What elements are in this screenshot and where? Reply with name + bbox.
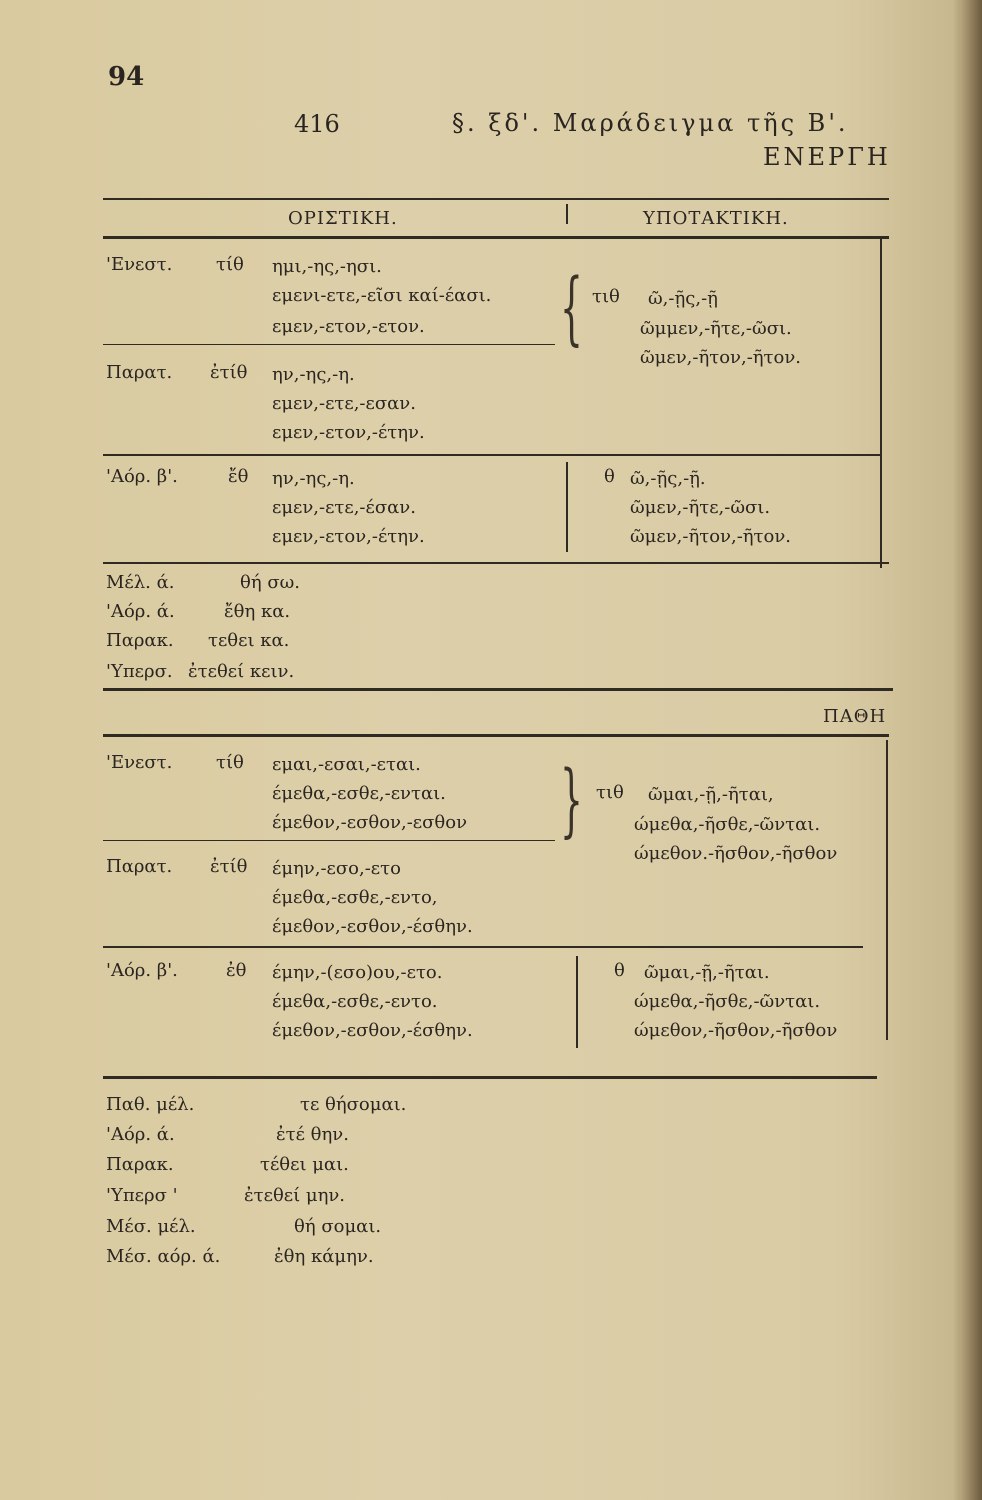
passive-other-label: 'Υπερσ ' <box>106 1185 178 1206</box>
other-tense-form: ἔθη κα. <box>224 601 291 622</box>
subj-present-form-3: ῶμεν,-ῆτον,-ῆτον. <box>640 347 802 368</box>
passive-other-label: Μέσ. αόρ. ά. <box>106 1246 221 1267</box>
present-form-3: εμεν,-ετον,-ετον. <box>272 316 425 337</box>
passive-subj-present-form-1: ῶμαι,-ῇ,-ῆται, <box>648 784 774 805</box>
passive-present-stem: τίθ <box>216 752 244 773</box>
rule <box>103 454 880 456</box>
rule <box>103 840 555 841</box>
other-tense-label: Παρακ. <box>106 630 174 651</box>
imperfect-form-3: εμεν,-ετον,-έτην. <box>272 422 425 443</box>
section-title: §. ξδ'. Μαράδειγμα τῆς Β'. <box>452 109 849 137</box>
subj-present-form-2: ῶμμεν,-ῆτε,-ῶσι. <box>640 318 792 339</box>
passive-other-form: τέθει μαι. <box>260 1154 349 1175</box>
section-subtitle: ΕΝΕΡΓΗ <box>763 143 891 171</box>
imperfect-stem: ἐτίθ <box>210 362 248 383</box>
passive-other-label: Μέσ. μέλ. <box>106 1216 196 1237</box>
subj-aorist2-form-2: ῶμεν,-ῆτε,-ῶσι. <box>630 497 771 518</box>
passive-aorist2-form-2: έμεθα,-εσθε,-εντο. <box>272 991 438 1012</box>
other-tense-label: Μέλ. ά. <box>106 572 175 593</box>
passive-other-form: ἐτεθεί μην. <box>244 1185 346 1206</box>
rule <box>103 562 889 564</box>
rule <box>103 198 889 200</box>
imperfect-form-2: εμεν,-ετε,-εσαν. <box>272 393 416 414</box>
passive-subj-present-form-2: ώμεθα,-ῆσθε,-ῶνται. <box>634 814 821 835</box>
rule <box>103 688 893 691</box>
passive-other-label: Παθ. μέλ. <box>106 1094 195 1115</box>
passive-aorist2-stem: ἐθ <box>226 960 247 981</box>
rule <box>103 236 889 239</box>
aorist2-stem: ἔθ <box>228 466 249 487</box>
aorist2-form-2: εμεν,-ετε,-έσαν. <box>272 497 416 518</box>
present-form-2: εμενι-ετε,-εῖσι καί-έασι. <box>272 285 492 306</box>
present-label: 'Ενεστ. <box>106 254 173 275</box>
passive-imperfect-form-2: έμεθα,-εσθε,-εντο, <box>272 887 438 908</box>
passive-present-label: 'Ενεστ. <box>106 752 173 773</box>
passive-other-form: ἐτέ θην. <box>276 1124 349 1145</box>
passive-other-label: 'Αόρ. ά. <box>106 1124 175 1145</box>
passive-present-form-2: έμεθα,-εσθε,-ενται. <box>272 783 446 804</box>
passive-subj-present-form-3: ώμεθον.-ῆσθον,-ῆσθον <box>634 843 838 864</box>
other-tense-form: τεθει κα. <box>208 630 290 651</box>
other-tense-label: 'Αόρ. ά. <box>106 601 175 622</box>
rule <box>103 734 889 737</box>
passive-other-form: τε θήσομαι. <box>300 1094 407 1115</box>
passive-other-form: ἐθη κάμην. <box>274 1246 374 1267</box>
aorist2-label: 'Αόρ. β'. <box>106 466 178 487</box>
passive-imperfect-form-1: έμην,-εσο,-ετο <box>272 858 401 879</box>
passive-present-form-3: έμεθον,-εσθον,-εσθον <box>272 812 468 833</box>
passive-subj-present-stem: τιθ <box>596 782 624 803</box>
page-number: 416 <box>294 110 340 138</box>
imperfect-label: Παρατ. <box>106 362 173 383</box>
passive-aorist2-label: 'Αόρ. β'. <box>106 960 178 981</box>
table-right-border <box>886 740 888 1040</box>
column-divider <box>566 204 568 224</box>
other-tense-label: 'Υπερσ. <box>106 661 173 682</box>
subj-aorist2-form-3: ῶμεν,-ῆτον,-ῆτον. <box>630 526 792 547</box>
passive-present-form-1: εμαι,-εσαι,-εται. <box>272 754 421 775</box>
table-right-border <box>880 238 882 568</box>
present-stem: τίθ <box>216 254 244 275</box>
passive-subj-aorist2-form-1: ῶμαι,-ῇ,-ῆται. <box>644 962 770 983</box>
column-divider <box>576 956 578 1048</box>
subj-aorist2-stem: θ <box>604 466 615 487</box>
other-tense-form: ἐτεθεί κειν. <box>188 661 295 682</box>
other-tense-form: θή σω. <box>240 572 301 593</box>
rule <box>103 1076 877 1079</box>
indicative-heading: ΟΡΙΣΤΙΚΗ. <box>288 208 398 229</box>
subjunctive-heading: ΥΠΟΤΑΚΤΙΚΗ. <box>643 208 789 229</box>
subj-present-stem: τιθ <box>592 286 620 307</box>
passive-imperfect-form-3: έμεθον,-εσθον,-έσθην. <box>272 916 473 937</box>
brace: } <box>560 753 583 846</box>
passive-subj-aorist2-form-2: ώμεθα,-ῆσθε,-ῶνται. <box>634 991 821 1012</box>
passive-imperfect-label: Παρατ. <box>106 856 173 877</box>
aorist2-form-3: εμεν,-ετον,-έτην. <box>272 526 425 547</box>
passive-other-form: θή σομαι. <box>294 1216 382 1237</box>
passive-imperfect-stem: ἐτίθ <box>210 856 248 877</box>
corner-page-number: 94 <box>108 62 145 92</box>
brace: { <box>560 261 583 354</box>
rule <box>103 344 555 345</box>
passive-other-label: Παρακ. <box>106 1154 174 1175</box>
passive-heading: ΠΑΘΗ <box>823 706 887 727</box>
book-binding-edge <box>960 0 982 1500</box>
passive-aorist2-form-1: έμην,-(εσο)ου,-ετο. <box>272 962 443 983</box>
passive-aorist2-form-3: έμεθον,-εσθον,-έσθην. <box>272 1020 473 1041</box>
present-form-1: ημι,-ης,-ησι. <box>272 256 382 277</box>
passive-subj-aorist2-stem: θ <box>614 960 625 981</box>
subj-present-form-1: ῶ,-ῇς,-ῇ <box>648 288 718 309</box>
aorist2-form-1: ην,-ης,-η. <box>272 468 355 489</box>
passive-subj-aorist2-form-3: ώμεθον,-ῆσθον,-ῆσθον <box>634 1020 838 1041</box>
rule <box>103 946 863 948</box>
imperfect-form-1: ην,-ης,-η. <box>272 364 355 385</box>
column-divider <box>566 462 568 552</box>
subj-aorist2-form-1: ῶ,-ῇς,-ῇ. <box>630 468 706 489</box>
